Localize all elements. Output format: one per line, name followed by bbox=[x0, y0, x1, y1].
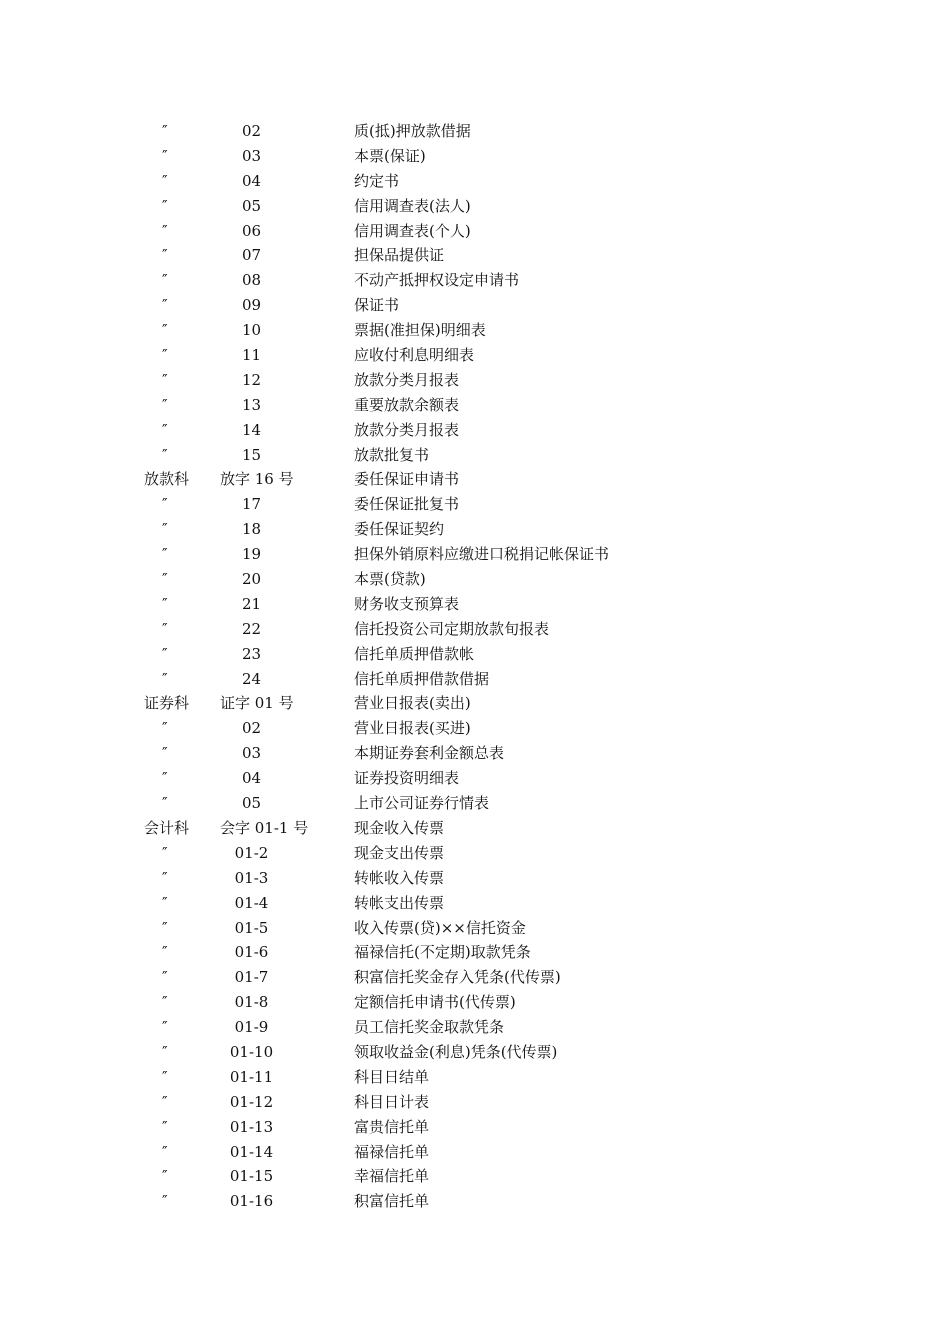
form-description: 信用调查表(个人) bbox=[354, 221, 471, 240]
ditto-mark: ″ bbox=[162, 171, 168, 190]
form-code: 02 bbox=[241, 719, 262, 738]
list-item bbox=[0, 542, 950, 567]
form-description: 财务收支预算表 bbox=[354, 594, 460, 613]
form-description: 信托投资公司定期放款旬报表 bbox=[354, 619, 550, 638]
ditto-mark: ″ bbox=[162, 1142, 168, 1161]
list-item bbox=[0, 766, 950, 791]
form-code: 15 bbox=[241, 445, 262, 464]
form-code: 01-8 bbox=[234, 993, 269, 1012]
ditto-mark: ″ bbox=[162, 744, 168, 763]
form-code: 01-11 bbox=[229, 1067, 274, 1086]
ditto-mark: ″ bbox=[162, 943, 168, 962]
form-description: 福禄信托单 bbox=[354, 1142, 430, 1161]
ditto-mark: ″ bbox=[162, 296, 168, 315]
ditto-mark: ″ bbox=[162, 1092, 168, 1111]
ditto-mark: ″ bbox=[162, 594, 168, 613]
list-item bbox=[0, 343, 950, 368]
ditto-mark: ″ bbox=[162, 346, 168, 365]
list-item bbox=[0, 144, 950, 169]
form-code: 03 bbox=[241, 146, 262, 165]
form-code: 01-13 bbox=[229, 1117, 274, 1136]
form-code: 01-9 bbox=[234, 1018, 269, 1037]
list-item bbox=[0, 1115, 950, 1140]
list-item bbox=[0, 169, 950, 194]
ditto-mark: ″ bbox=[162, 669, 168, 688]
form-code: 22 bbox=[241, 619, 262, 638]
form-description: 积富信托奖金存入凭条(代传票) bbox=[354, 968, 561, 987]
ditto-mark: ″ bbox=[162, 968, 168, 987]
form-code: 01-6 bbox=[234, 943, 269, 962]
form-code: 10 bbox=[241, 321, 262, 340]
list-item bbox=[0, 368, 950, 393]
ditto-mark: ″ bbox=[162, 893, 168, 912]
form-code: 01-2 bbox=[234, 843, 269, 862]
form-description: 约定书 bbox=[354, 171, 400, 190]
ditto-mark: ″ bbox=[162, 445, 168, 464]
form-code: 14 bbox=[241, 420, 262, 439]
list-item bbox=[0, 866, 950, 891]
form-code: 05 bbox=[241, 794, 262, 813]
form-description: 幸福信托单 bbox=[354, 1167, 430, 1186]
list-item bbox=[0, 243, 950, 268]
form-description: 本期证券套利金额总表 bbox=[354, 744, 505, 763]
ditto-mark: ″ bbox=[162, 1067, 168, 1086]
list-item bbox=[0, 741, 950, 766]
list-item bbox=[0, 418, 950, 443]
list-item bbox=[0, 667, 950, 692]
ditto-mark: ″ bbox=[162, 570, 168, 589]
form-description: 现金支出传票 bbox=[354, 843, 445, 862]
department-label: 放款科 bbox=[144, 470, 190, 489]
form-description: 上市公司证券行情表 bbox=[354, 794, 490, 813]
list-item bbox=[0, 642, 950, 667]
list-item bbox=[0, 1015, 950, 1040]
ditto-mark: ″ bbox=[162, 1018, 168, 1037]
ditto-mark: ″ bbox=[162, 395, 168, 414]
list-item bbox=[0, 194, 950, 219]
list-item bbox=[0, 791, 950, 816]
form-description: 领取收益金(利息)凭条(代传票) bbox=[354, 1042, 558, 1061]
form-description: 证券投资明细表 bbox=[354, 769, 460, 788]
form-code: 12 bbox=[241, 370, 262, 389]
list-item bbox=[0, 467, 950, 492]
ditto-mark: ″ bbox=[162, 370, 168, 389]
form-description: 本票(保证) bbox=[354, 146, 426, 165]
form-description: 放款分类月报表 bbox=[354, 370, 460, 389]
list-item bbox=[0, 293, 950, 318]
form-code: 11 bbox=[241, 346, 262, 365]
form-description: 担保外销原料应缴进口税捐记帐保证书 bbox=[354, 545, 610, 564]
form-description: 本票(贷款) bbox=[354, 570, 426, 589]
form-code: 01-5 bbox=[234, 918, 269, 937]
ditto-mark: ″ bbox=[162, 843, 168, 862]
ditto-mark: ″ bbox=[162, 1042, 168, 1061]
list-item bbox=[0, 268, 950, 293]
department-label: 会计科 bbox=[144, 818, 190, 837]
ditto-mark: ″ bbox=[162, 221, 168, 240]
form-code: 会字 01-1 号 bbox=[220, 818, 309, 837]
form-code: 04 bbox=[241, 769, 262, 788]
ditto-mark: ″ bbox=[162, 1192, 168, 1211]
form-description: 营业日报表(卖出) bbox=[354, 694, 471, 713]
form-description: 科目日结单 bbox=[354, 1067, 430, 1086]
ditto-mark: ″ bbox=[162, 619, 168, 638]
list-item bbox=[0, 617, 950, 642]
form-description: 放款批复书 bbox=[354, 445, 430, 464]
form-description: 科目日计表 bbox=[354, 1092, 430, 1111]
ditto-mark: ″ bbox=[162, 993, 168, 1012]
form-code: 证字 01 号 bbox=[220, 694, 294, 713]
form-code: 01-10 bbox=[229, 1042, 274, 1061]
list-item bbox=[0, 119, 950, 144]
form-description: 营业日报表(买进) bbox=[354, 719, 471, 738]
list-item bbox=[0, 1065, 950, 1090]
list-item bbox=[0, 1090, 950, 1115]
list-item bbox=[0, 691, 950, 716]
form-code: 23 bbox=[241, 644, 262, 663]
department-label: 证券科 bbox=[144, 694, 190, 713]
form-description: 积富信托单 bbox=[354, 1192, 430, 1211]
ditto-mark: ″ bbox=[162, 146, 168, 165]
list-item bbox=[0, 1189, 950, 1214]
form-code-list bbox=[0, 119, 950, 1214]
form-code: 17 bbox=[241, 495, 262, 514]
form-code: 01-16 bbox=[229, 1192, 274, 1211]
form-description: 委任保证申请书 bbox=[354, 470, 460, 489]
ditto-mark: ″ bbox=[162, 246, 168, 265]
ditto-mark: ″ bbox=[162, 794, 168, 813]
form-description: 定额信托申请书(代传票) bbox=[354, 993, 516, 1012]
list-item bbox=[0, 592, 950, 617]
form-code: 20 bbox=[241, 570, 262, 589]
form-code: 21 bbox=[241, 594, 262, 613]
form-code: 04 bbox=[241, 171, 262, 190]
list-item bbox=[0, 916, 950, 941]
form-description: 委任保证批复书 bbox=[354, 495, 460, 514]
form-description: 员工信托奖金取款凭条 bbox=[354, 1018, 505, 1037]
ditto-mark: ″ bbox=[162, 769, 168, 788]
form-description: 应收付利息明细表 bbox=[354, 346, 475, 365]
form-code: 01-14 bbox=[229, 1142, 274, 1161]
form-code: 09 bbox=[241, 296, 262, 315]
form-description: 信用调查表(法人) bbox=[354, 196, 471, 215]
list-item bbox=[0, 443, 950, 468]
list-item bbox=[0, 318, 950, 343]
form-code: 19 bbox=[241, 545, 262, 564]
ditto-mark: ″ bbox=[162, 1117, 168, 1136]
ditto-mark: ″ bbox=[162, 520, 168, 539]
form-description: 转帐支出传票 bbox=[354, 893, 445, 912]
ditto-mark: ″ bbox=[162, 420, 168, 439]
ditto-mark: ″ bbox=[162, 918, 168, 937]
form-description: 委任保证契约 bbox=[354, 520, 445, 539]
form-description: 放款分类月报表 bbox=[354, 420, 460, 439]
list-item bbox=[0, 1140, 950, 1165]
form-code: 07 bbox=[241, 246, 262, 265]
form-code: 01-12 bbox=[229, 1092, 274, 1111]
form-description: 担保品提供证 bbox=[354, 246, 445, 265]
form-description: 票据(准担保)明细表 bbox=[354, 321, 486, 340]
ditto-mark: ″ bbox=[162, 719, 168, 738]
form-description: 保证书 bbox=[354, 296, 400, 315]
list-item bbox=[0, 517, 950, 542]
form-code: 01-7 bbox=[234, 968, 269, 987]
form-description: 信托单质押借款帐 bbox=[354, 644, 475, 663]
ditto-mark: ″ bbox=[162, 271, 168, 290]
form-code: 05 bbox=[241, 196, 262, 215]
list-item bbox=[0, 965, 950, 990]
form-description: 重要放款余额表 bbox=[354, 395, 460, 414]
form-code: 08 bbox=[241, 271, 262, 290]
form-code: 01-15 bbox=[229, 1167, 274, 1186]
list-item bbox=[0, 1040, 950, 1065]
list-item bbox=[0, 841, 950, 866]
list-item bbox=[0, 816, 950, 841]
form-description: 质(抵)押放款借据 bbox=[354, 122, 471, 140]
form-code: 01-3 bbox=[234, 868, 269, 887]
list-item bbox=[0, 716, 950, 741]
ditto-mark: ″ bbox=[162, 644, 168, 663]
ditto-mark: ″ bbox=[162, 495, 168, 514]
list-item bbox=[0, 990, 950, 1015]
list-item bbox=[0, 891, 950, 916]
form-description: 信托单质押借款借据 bbox=[354, 669, 490, 688]
list-item bbox=[0, 219, 950, 244]
form-code: 01-4 bbox=[234, 893, 269, 912]
list-item bbox=[0, 567, 950, 592]
ditto-mark: ″ bbox=[162, 868, 168, 887]
ditto-mark: ″ bbox=[162, 196, 168, 215]
form-code: 放字 16 号 bbox=[220, 470, 294, 489]
form-code: 02 bbox=[241, 122, 262, 140]
form-description: 收入传票(贷)××信托资金 bbox=[354, 918, 526, 937]
ditto-mark: ″ bbox=[162, 321, 168, 340]
form-description: 现金收入传票 bbox=[354, 818, 445, 837]
form-code: 24 bbox=[241, 669, 262, 688]
form-description: 福禄信托(不定期)取款凭条 bbox=[354, 943, 531, 962]
list-item bbox=[0, 393, 950, 418]
list-item bbox=[0, 940, 950, 965]
form-code: 13 bbox=[241, 395, 262, 414]
form-description: 富贵信托单 bbox=[354, 1117, 430, 1136]
form-code: 03 bbox=[241, 744, 262, 763]
ditto-mark: ″ bbox=[162, 122, 168, 140]
list-item bbox=[0, 492, 950, 517]
ditto-mark: ″ bbox=[162, 545, 168, 564]
list-item bbox=[0, 1164, 950, 1189]
form-description: 不动产抵押权设定申请书 bbox=[354, 271, 520, 290]
ditto-mark: ″ bbox=[162, 1167, 168, 1186]
form-description: 转帐收入传票 bbox=[354, 868, 445, 887]
form-code: 18 bbox=[241, 520, 262, 539]
form-code: 06 bbox=[241, 221, 262, 240]
